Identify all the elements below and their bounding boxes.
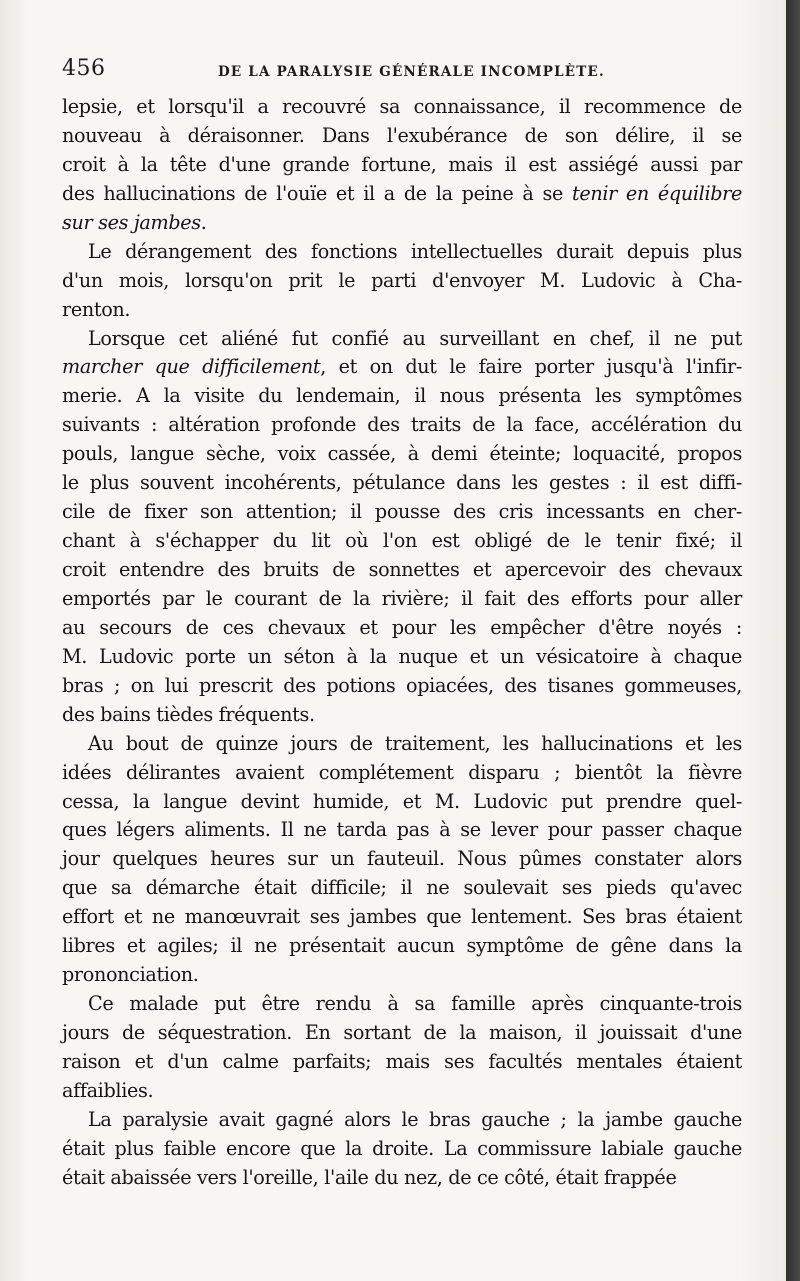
text-line: Au bout de quinze jours de traitement, les hallucinations et les xyxy=(88,731,742,755)
text-line: d'un mois, lorsqu'on prit le parti d'envoyer M. Ludovic à Cha- xyxy=(62,268,742,292)
text-line: était abaissée vers l'oreille, l'aile du nez, de ce côté, était frappée xyxy=(62,1165,677,1189)
text-line: croit à la tête d'une grande fortune, mais il est assiégé aussi par xyxy=(62,152,742,176)
text-line: merie. A la visite du lendemain, il nous présenta les symptômes xyxy=(62,384,742,408)
text-line: Ce malade put être rendu à sa famille après cinquante-trois xyxy=(88,992,742,1016)
text-line: jours de séquestration. En sortant de la maison, il jouissait d'une xyxy=(62,1021,742,1044)
body-text xyxy=(62,93,742,1193)
text-line: nouveau à déraisonner. Dans l'exubérance de son délire, il se xyxy=(62,123,742,147)
paragraph xyxy=(62,238,742,325)
italic-emphasis: marcher que difficilement xyxy=(62,355,321,379)
text-line: ques légers aliments. Il ne tarda pas à se lever pour passer chaque xyxy=(62,818,742,842)
paragraph xyxy=(62,93,742,238)
text-line: Lorsque cet aliéné fut confié au surveillant en chef, il ne put xyxy=(88,326,742,350)
text-line: le plus souvent incohérents, pétulance dans les gestes : il est diffi- xyxy=(62,471,742,495)
page-header xyxy=(62,56,742,90)
text-line: marcher que difficilement, et on dut le faire porter jusqu'à l'infir- xyxy=(62,355,742,379)
italic-emphasis: sur ses jambes xyxy=(62,210,201,234)
text-line: prononciation. xyxy=(62,963,199,987)
text-line: La paralysie avait gagné alors le bras gauche ; la jambe gauche xyxy=(88,1107,742,1131)
text-line: jour quelques heures sur un fauteuil. Nous pûmes constater alors xyxy=(62,847,742,871)
text-line: bras ; on lui prescrit des potions opiacées, des tisanes gommeuses, xyxy=(62,673,742,697)
text-line: renton. xyxy=(62,297,131,321)
page-number: 456 xyxy=(62,56,106,81)
paragraph xyxy=(62,730,742,990)
text-line: était plus faible encore que la droite. La commissure labiale gauche xyxy=(62,1136,742,1160)
text-line: lepsie, et lorsqu'il a recouvré sa connaissance, il recommence de xyxy=(62,95,742,118)
text-line: raison et d'un calme parfaits; mais ses facultés mentales étaient xyxy=(62,1049,742,1073)
text-line: cile de fixer son attention; il pousse des cris incessants en cher- xyxy=(62,500,742,524)
running-head: DE LA PARALYSIE GÉNÉRALE INCOMPLÈTE. xyxy=(218,64,605,80)
text-line: suivants : altération profonde des traits de la face, accélération du xyxy=(62,413,742,437)
text-line: croit entendre des bruits de sonnettes et apercevoir des chevaux xyxy=(62,558,742,581)
italic-emphasis: tenir en équilibre xyxy=(571,181,742,205)
text-line: des bains tièdes fréquents. xyxy=(62,702,315,726)
book-binding-edge xyxy=(786,0,800,1281)
text-line: M. Ludovic porte un séton à la nuque et un vésicatoire à chaque xyxy=(62,644,742,668)
text-line: pouls, langue sèche, voix cassée, à demi éteinte; loquacité, propos xyxy=(62,442,742,466)
text-line: des hallucinations de l'ouïe et il a de la peine à se tenir en équilibre xyxy=(62,181,742,205)
text-line: effort et ne manœuvrait ses jambes que lentement. Ses bras étaient xyxy=(62,905,742,929)
paragraph xyxy=(62,990,742,1106)
text-line: chant à s'échapper du lit où l'on est obligé de le tenir fixé; il xyxy=(62,529,742,553)
text-line: emportés par le courant de la rivière; il fait des efforts pour aller xyxy=(62,586,742,610)
text-line: Le dérangement des fonctions intellectuelles durait depuis plus xyxy=(88,239,742,263)
text-line: au secours de ces chevaux et pour les empêcher d'être noyés : xyxy=(62,615,742,639)
paragraph xyxy=(62,325,742,730)
text-line: cessa, la langue devint humide, et M. Ludovic put prendre quel- xyxy=(62,789,742,813)
text-line: idées délirantes avaient complétement disparu ; bientôt la fièvre xyxy=(62,760,742,784)
text-line: libres et agiles; il ne présentait aucun symptôme de gêne dans la xyxy=(62,934,742,958)
text-line: que sa démarche était difficile; il ne soulevait ses pieds qu'avec xyxy=(62,876,742,900)
paragraph xyxy=(62,1106,742,1193)
text-line: affaiblies. xyxy=(62,1078,154,1102)
text-line: sur ses jambes. xyxy=(62,210,207,234)
